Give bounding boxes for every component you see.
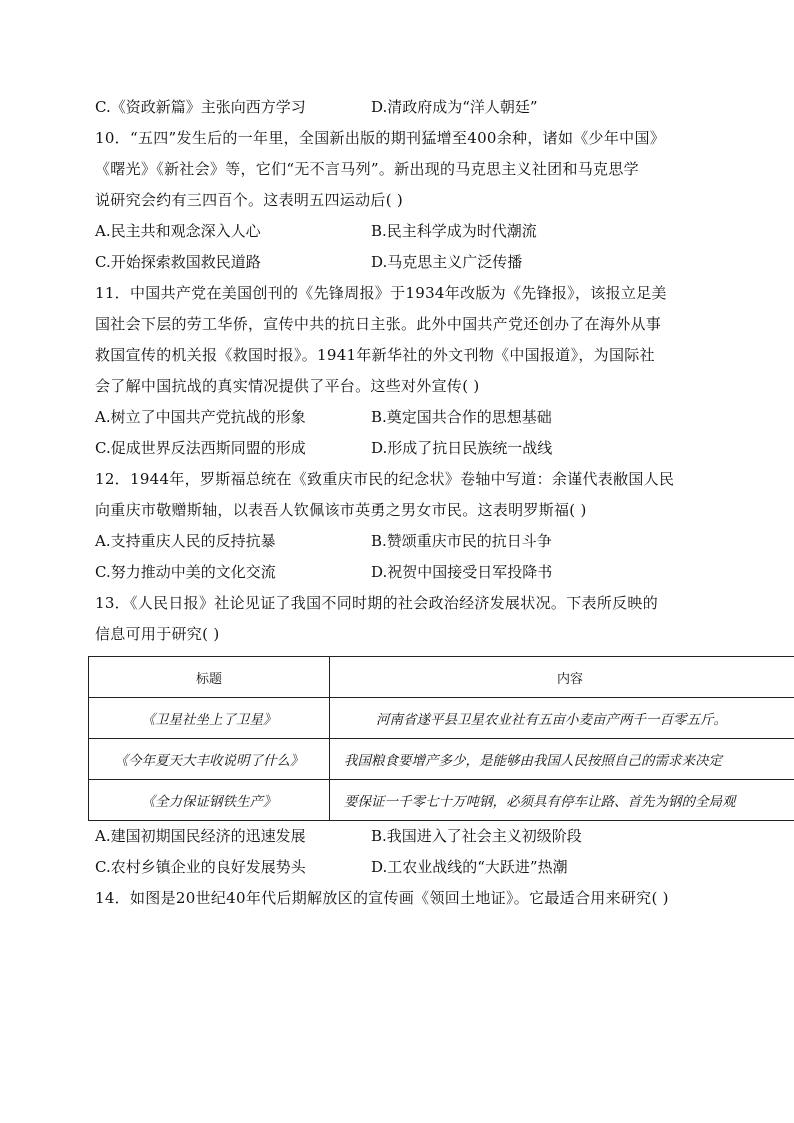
table-row (89, 739, 794, 780)
table-cell-title: 《今年夏天大丰收说明了什么》 (89, 739, 330, 780)
q13-data-table (88, 656, 794, 821)
q10-option-a: A.民主共和观念深入人心 (95, 222, 261, 240)
table-cell-title: 《卫星社坐上了卫星》 (89, 698, 330, 739)
q9-option-c: C.《资政新篇》主张向西方学习 (95, 98, 306, 116)
q11-stem-line-4: 会了解中国抗战的真实情况提供了平台。这些对外宣传( ) (95, 377, 480, 395)
q11-stem-line-2: 国社会下层的劳工华侨，宣传中共的抗日主张。此外中国共产党还创办了在海外从事 (95, 315, 662, 333)
q13-option-b: B.我国进入了社会主义初级阶段 (371, 827, 582, 845)
table-cell-content: 我国粮食要增产多少，是能够由我国人民按照自己的需求来决定 (330, 739, 794, 780)
q10-stem-line-3: 说研究会约有三四百个。这表明五四运动后( ) (95, 191, 404, 209)
q11-option-a: A.树立了中国共产党抗战的形象 (95, 408, 306, 426)
q13-stem-line-2: 信息可用于研究( ) (95, 625, 220, 643)
table-header-row (89, 657, 794, 698)
q10-stem-line-2: 《曙光》《新社会》等，它们“无不言马列”。新出现的马克思主义社团和马克思学 (95, 160, 639, 178)
table-cell-content: 要保证一千零七十万吨钢，必须具有停车让路、首先为钢的全局观 (330, 780, 794, 821)
q11-stem-line-3: 救国宣传的机关报《救国时报》。1941年新华社的外文刊物《中国报道》，为国际社 (95, 346, 655, 364)
table-header-content: 内容 (330, 657, 794, 698)
q13-option-a: A.建国初期国民经济的迅速发展 (95, 827, 306, 845)
table-row (89, 780, 794, 821)
q12-option-d: D.祝贺中国接受日军投降书 (371, 563, 553, 581)
q9-option-d: D.清政府成为“洋人朝廷” (371, 98, 538, 116)
q13-option-c: C.农村乡镇企业的良好发展势头 (95, 858, 306, 876)
q10-stem-line-1: 10．“五四”发生后的一年里，全国新出版的期刊猛增至400余种，诸如《少年中国》 (95, 129, 666, 147)
q12-option-c: C.努力推动中美的文化交流 (95, 563, 276, 581)
q12-option-a: A.支持重庆人民的反持抗暴 (95, 532, 276, 550)
q14-stem-line-1: 14．如图是20世纪40年代后期解放区的宣传画《领回土地证》。它最适合用来研究( ) (95, 889, 669, 907)
q12-stem-line-2: 向重庆市敬赠斯轴，以表吾人钦佩该市英勇之男女市民。这表明罗斯福( ) (95, 501, 587, 519)
q13-stem-line-1: 13．《人民日报》社论见证了我国不同时期的社会政治经济发展状况。下表所反映的 (95, 594, 658, 612)
table-row (89, 698, 794, 739)
q12-stem-line-1: 12．1944年，罗斯福总统在《致重庆市民的纪念状》卷轴中写道：余谨代表敝国人民 (95, 470, 675, 488)
table-header-title: 标题 (89, 657, 330, 698)
q11-option-c: C.促成世界反法西斯同盟的形成 (95, 439, 306, 457)
q10-option-c: C.开始探索救国救民道路 (95, 253, 261, 271)
q11-option-d: D.形成了抗日民族统一战线 (371, 439, 553, 457)
q11-stem-line-1: 11．中国共产党在美国创刊的《先锋周报》于1934年改版为《先锋报》，该报立足美 (95, 284, 667, 302)
table-cell-content: 河南省遂平县卫星农业社有五亩小麦亩产两千一百零五斤。 (330, 698, 794, 739)
q10-option-b: B.民主科学成为时代潮流 (371, 222, 537, 240)
q13-option-d: D.工农业战线的“大跃进”热潮 (371, 858, 568, 876)
q12-option-b: B.赞颂重庆市民的抗日斗争 (371, 532, 552, 550)
q11-option-b: B.奠定国共合作的思想基础 (371, 408, 552, 426)
table-cell-title: 《全力保证钢铁生产》 (89, 780, 330, 821)
q10-option-d: D.马克思主义广泛传播 (371, 253, 523, 271)
